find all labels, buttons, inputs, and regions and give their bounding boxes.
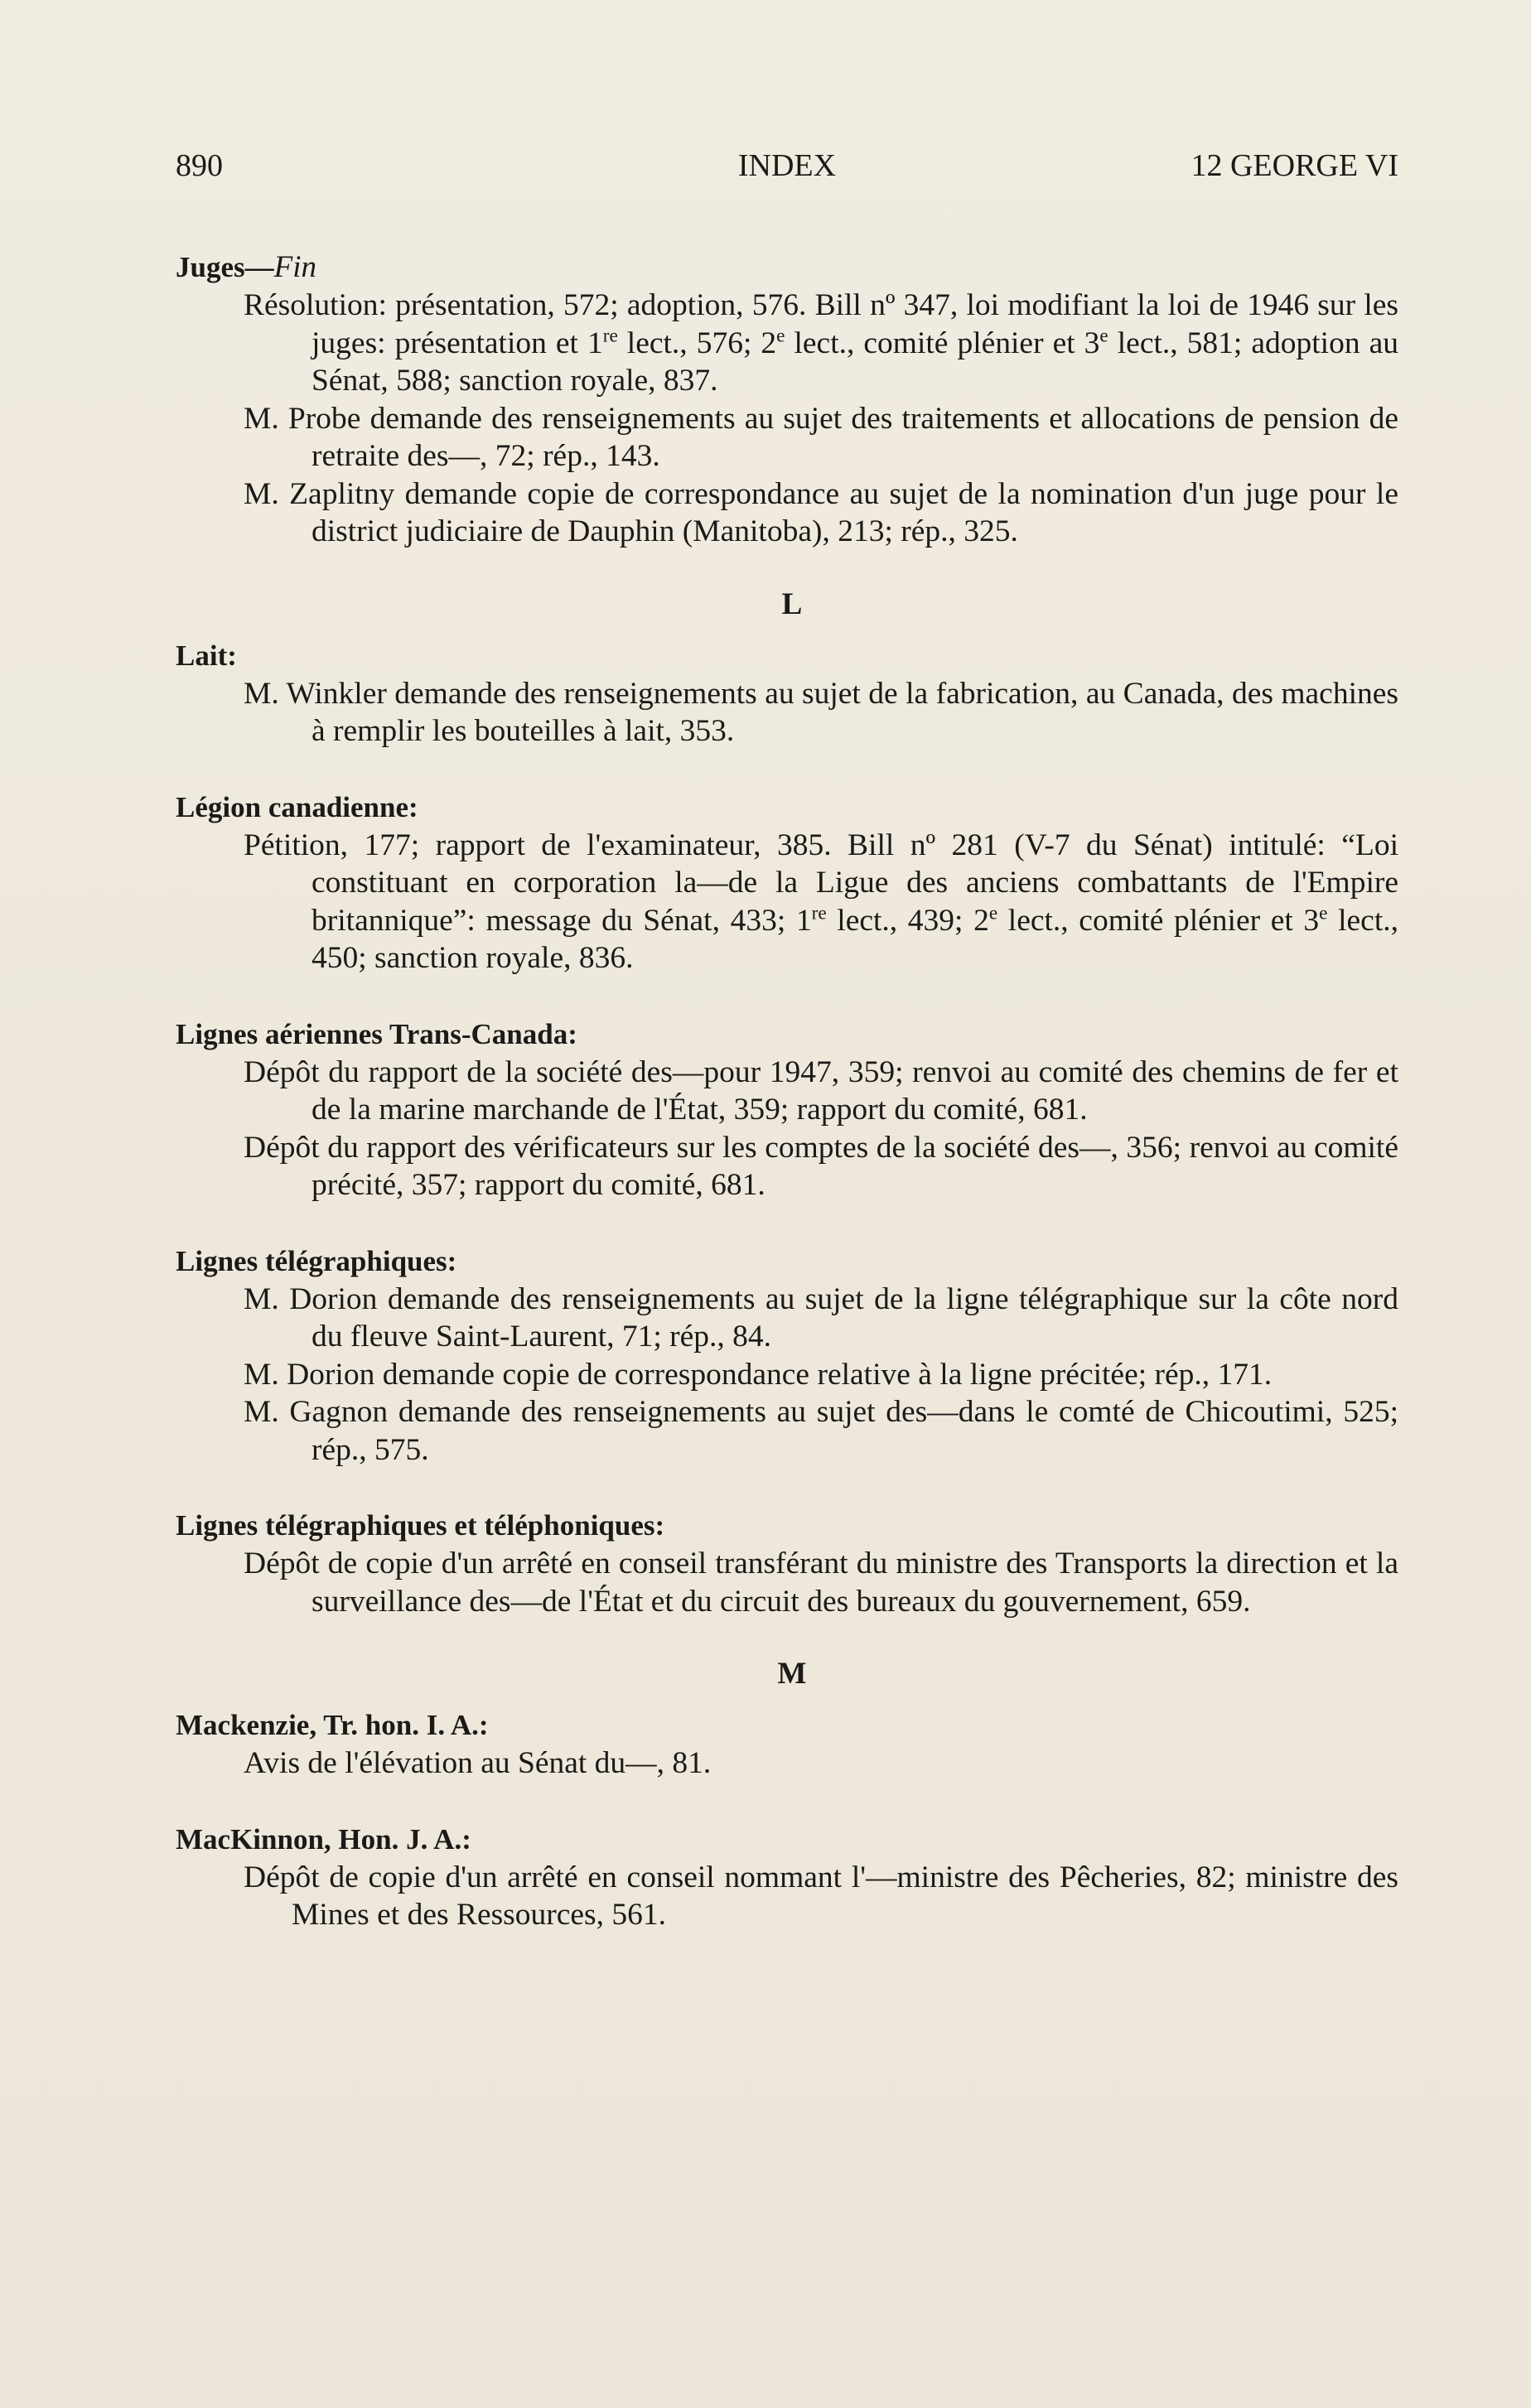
- entry-mackinnon: [176, 1821, 1398, 1934]
- entry-legion-canadienne: [176, 789, 1398, 977]
- reign-label: 12 GEORGE VI: [1191, 148, 1398, 183]
- entry-heading: Lignes télégraphiques et téléphoniques:: [176, 1509, 665, 1542]
- entry-subitem: M. Dorion demande des renseignements au sujet de la ligne télégraphique sur la côte nord du fleuve Saint-Laurent, 71; rép., 84.: [244, 1281, 1398, 1354]
- entry-heading: Lait:: [176, 639, 237, 672]
- entry-mackenzie: [176, 1706, 1398, 1783]
- entry-subitem: Pétition, 177; rapport de l'examinateur, 385. Bill nº 281 (V-7 du Sénat) intitulé: “Loi constituant en corporation la—de la Ligue des anciens combattants de l'Empire britannique”: message du Sénat, 433; 1re lect., 439; 2e lect., comité plénier et 3e lect., 450; sanction royale, 836.: [244, 828, 1398, 975]
- entry-subitem: M. Dorion demande copie de correspondance relative à la ligne précitée; rép., 171.: [244, 1357, 1273, 1392]
- entry-lignes-telegraphiques-telephoniques: [176, 1507, 1398, 1620]
- entry-subitem: Dépôt du rapport de la société des—pour 1947, 359; renvoi au comité des chemins de fer et de la marine marchande de l'État, 359; rapport du comité, 681.: [244, 1054, 1398, 1127]
- entry-subitem: Dépôt du rapport des vérificateurs sur les comptes de la société des—, 356; renvoi au comité précité, 357; rapport du comité, 681.: [244, 1130, 1398, 1202]
- page-number: 890: [176, 148, 223, 183]
- entry-heading: Mackenzie, Tr. hon. I. A.:: [176, 1709, 489, 1741]
- heading-suffix: Fin: [273, 250, 317, 284]
- entry-subitem: Dépôt de copie d'un arrêté en conseil transférant du ministre des Transports la direction et la surveillance des—de l'État et du circuit des bureaux du gouvernement, 659.: [244, 1547, 1398, 1619]
- section-letter-l: L: [781, 586, 803, 621]
- entry-heading: Juges—Fin: [176, 250, 317, 284]
- section-letter-m: M: [777, 1657, 807, 1691]
- entry-heading: MacKinnon, Hon. J. A.:: [176, 1822, 471, 1855]
- entry-heading: Légion canadienne:: [176, 790, 418, 823]
- entry-subitem: Dépôt de copie d'un arrêté en conseil nommant l'—ministre des Pêcheries, 82; ministre des Mines et des Ressources, 561.: [244, 1860, 1398, 1932]
- entry-lignes-aeriennes: [176, 1016, 1398, 1204]
- page-title: INDEX: [737, 148, 837, 183]
- entry-heading: Lignes aériennes Trans-Canada:: [176, 1017, 577, 1050]
- entry-lignes-telegraphiques: [176, 1243, 1398, 1469]
- index-content: [176, 249, 1398, 1934]
- entry-juges: [176, 249, 1398, 551]
- entry-subitem: M. Zaplitny demande copie de correspondance au sujet de la nomination d'un juge pour le district judiciaire de Dauphin (Manitoba), 213; rép., 325.: [244, 476, 1398, 548]
- entry-subitem: Avis de l'élévation au Sénat du—, 81.: [244, 1746, 712, 1780]
- entry-subitem: M. Probe demande des renseignements au sujet des traitements et allocations de pension de retraite des—, 72; rép., 143.: [244, 401, 1398, 473]
- running-header: [176, 147, 1398, 197]
- entry-heading: Lignes télégraphiques:: [176, 1244, 457, 1277]
- entry-subitem: Résolution: présentation, 572; adoption, 576. Bill nº 347, loi modifiant la loi de 1946 sur les juges: présentation et 1re lect., 576; 2e lect., comité plénier et 3e lect., 581; adoption au Sénat, 588; sanction royale, 837.: [244, 288, 1398, 398]
- entry-subitem: M. Gagnon demande des renseignements au sujet des—dans le comté de Chicoutimi, 525; rép., 575.: [244, 1395, 1398, 1467]
- entry-lait: [176, 637, 1398, 750]
- entry-subitem: M. Winkler demande des renseignements au sujet de la fabrication, au Canada, des machines à remplir les bouteilles à lait, 353.: [244, 676, 1398, 748]
